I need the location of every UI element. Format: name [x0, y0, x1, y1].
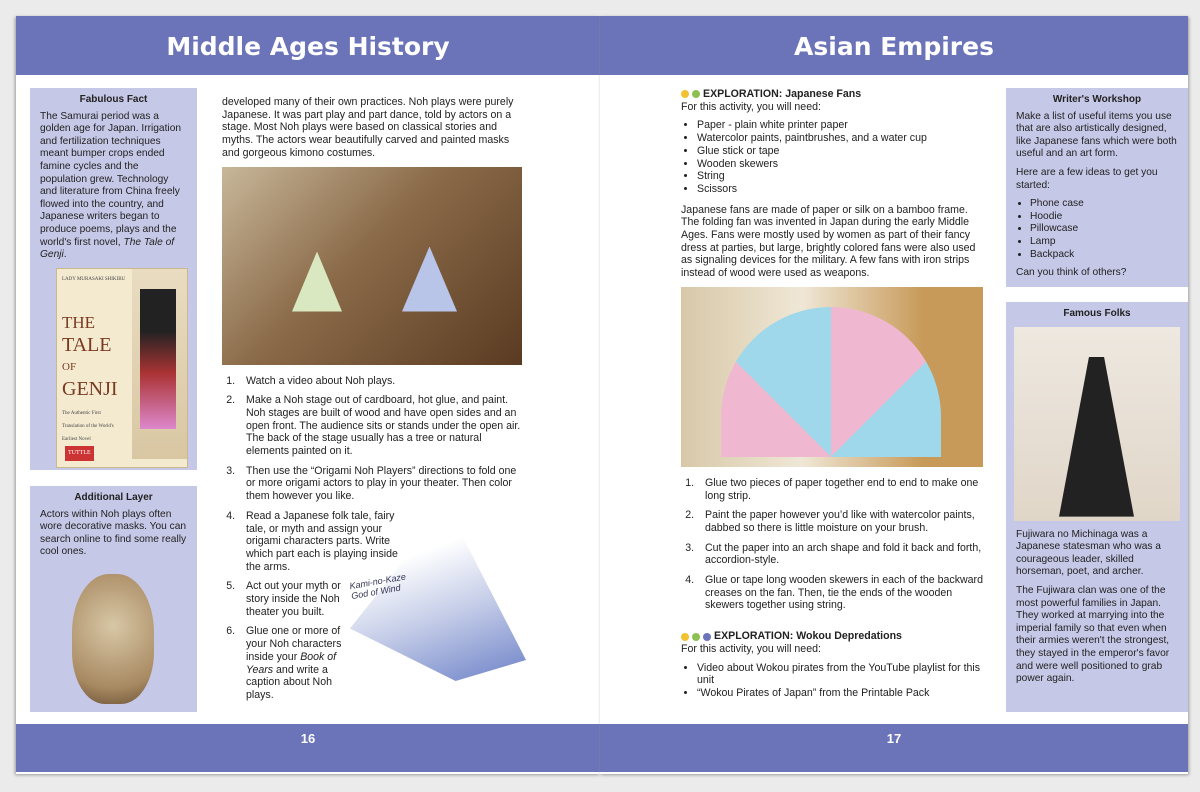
tale-of-genji-book-cover: LADY MURASAKI SHIKIBU THE TALE OF GENJI The Authentic First Translation of the World's Earliest Novel TUTTLE: [56, 268, 188, 468]
yellow-dot-icon: [681, 90, 689, 98]
noh-mask-image: [72, 574, 154, 704]
origami-noh-player-image: Kami-no-Kaze God of Wind: [330, 506, 526, 681]
fabulous-fact-box: [30, 88, 197, 470]
japanese-fan-photo: [681, 287, 983, 467]
right-main-column: EXPLORATION: Japanese Fans For this activity, you will need: • Paper - plain white printer paper • Watercolor paints, paintbrushes, and a water cup • Glue stick or tape • Wooden skewers • String • Scissors Japanese fans are made of paper or silk on a bamboo frame. The folding fan was invented in Japan during the early Middle Ages. Fans were mostly used by women as part of their fancy dress at parties, but large, brightly colored fans were also used as signaling devices for the military. A few fans with iron strips instead of wood were used as weapons. 1. Glue two pieces of paper together end to end to make one long strip. 2. Paint the paper however you’d like with watercolor paints, dabbed so there is little moisture on your brush. 3. Cut the paper into an arch shape and fold it back and forth, accordion-style. 4. Glue or tape long wooden skewers in each of the backward creases on the fan. Then, tie the ends of the wooden skewers together using string. EXPLORATION: Wokou Depredations For this activity, you will need: • Video about Wokou pirates from the YouTube playlist for this unit • “Wokou Pirates of Japan” from the Printable Pack: [681, 88, 985, 708]
exploration-fans-title: EXPLORATION: Japanese Fans: [681, 88, 985, 101]
step-item: 4. Read a Japanese folk tale, fairy tale, or myth and assign your origami characters parts. Write which part each is playing inside the arms.: [238, 510, 408, 574]
step-item: 5. Act out your myth or story inside the Noh theater you built.: [238, 580, 348, 618]
right-page: [600, 16, 1188, 774]
green-dot-icon: [692, 90, 700, 98]
step-item: 1. Watch a video about Noh plays.: [238, 375, 524, 388]
fact-text: The Samurai period was a golden age for Japan. Irrigation and fertilization techniques meant bumper crops ended famine cycles and the population grew. Technology and literature from China freely flowed into the country, and Japanese writers began to produce poems, plays and the world's first novel, The Tale of Genji.: [40, 110, 182, 261]
right-page-number: 17: [600, 724, 1188, 772]
noh-stage-photo: [222, 167, 522, 365]
intro-text: developed many of their own practices. Noh plays were purely Japanese. It was part play and part dance, told by actors on a stage. Most Noh plays were based on classical stories and myths. The actors wear beautifully carved and painted masks and gorgeous kimono costumes.: [222, 96, 514, 159]
additional-layer-box: [30, 486, 197, 712]
right-page-title: Asian Empires: [600, 16, 1188, 75]
fujiwara-portrait: [1014, 327, 1180, 521]
step-item: 6. Glue one or more of your Noh characters inside your Book of Years and write a caption about Noh plays.: [238, 625, 348, 701]
blue-dot-icon: [703, 633, 711, 641]
famous-folks-box: Famous Folks Fujiwara no Michinaga was a Japanese statesman who was a courageous leader, skilled horseman, poet, and archer. The Fujiwara clan was one of the most powerful families in Japan. They worked at marrying into the imperial family so that even when their armies weren't the strongest, they stayed in the emperor's favor and were well positioned to grab power again.: [1006, 302, 1188, 712]
fans-supplies-list: • Paper - plain white printer paper • Watercolor paints, paintbrushes, and a water cup • Glue stick or tape • Wooden skewers • String • Scissors: [697, 119, 985, 195]
left-page-number: 16: [16, 724, 600, 772]
layer-title: Additional Layer: [74, 492, 153, 503]
step-item: 3. Then use the “Origami Noh Players” directions to fold one or more origami actors to play in your theater. Then color them however you like.: [238, 465, 524, 503]
exploration-wokou-title: EXPLORATION: Wokou Depredations: [681, 630, 985, 643]
fans-text: Japanese fans are made of paper or silk on a bamboo frame. The folding fan was invented in Japan during the early Middle Ages. Fans were mostly used by women as part of their fancy dress at parties, but large, brightly colored fans were also used as signaling devices for the military. A few fans with iron strips instead of wood were used as weapons.: [681, 203, 976, 280]
yellow-dot-icon: [681, 633, 689, 641]
writers-workshop-box: Writer's Workshop Make a list of useful items you use that are also artistically designed, like Japanese fans which were both useful and an art form. Here are a few ideas to get you started: • Phone case • Hoodie • Pillowcase • Lamp • Backpack Can you think of others?: [1006, 88, 1188, 287]
step-item: 2. Make a Noh stage out of cardboard, hot glue, and paint. Noh stages are built of wood and have open sides and an open front. The audience sits or stands under the open air. The back of the stage usually has a tree or natural elements painted on it.: [238, 394, 524, 458]
fact-title: Fabulous Fact: [79, 94, 148, 105]
green-dot-icon: [692, 633, 700, 641]
left-page-title: Middle Ages History: [16, 16, 600, 75]
left-page: [16, 16, 600, 774]
wokou-supplies-list: • Video about Wokou pirates from the YouTube playlist for this unit • “Wokou Pirates of Japan” from the Printable Pack: [697, 662, 985, 700]
fans-steps-list: 1. Glue two pieces of paper together end to end to make one long strip. 2. Paint the paper however you’d like with watercolor paints, dabbed so there is little moisture on your brush. 3. Cut the paper into an arch shape and fold it back and forth, accordion-style. 4. Glue or tape long wooden skewers in each of the backward creases on the fan. Then, tie the ends of the wooden skewers together using string.: [697, 477, 985, 612]
layer-text: Actors within Noh plays often wore decorative masks. You can search online to find some really cool ones.: [40, 508, 187, 558]
